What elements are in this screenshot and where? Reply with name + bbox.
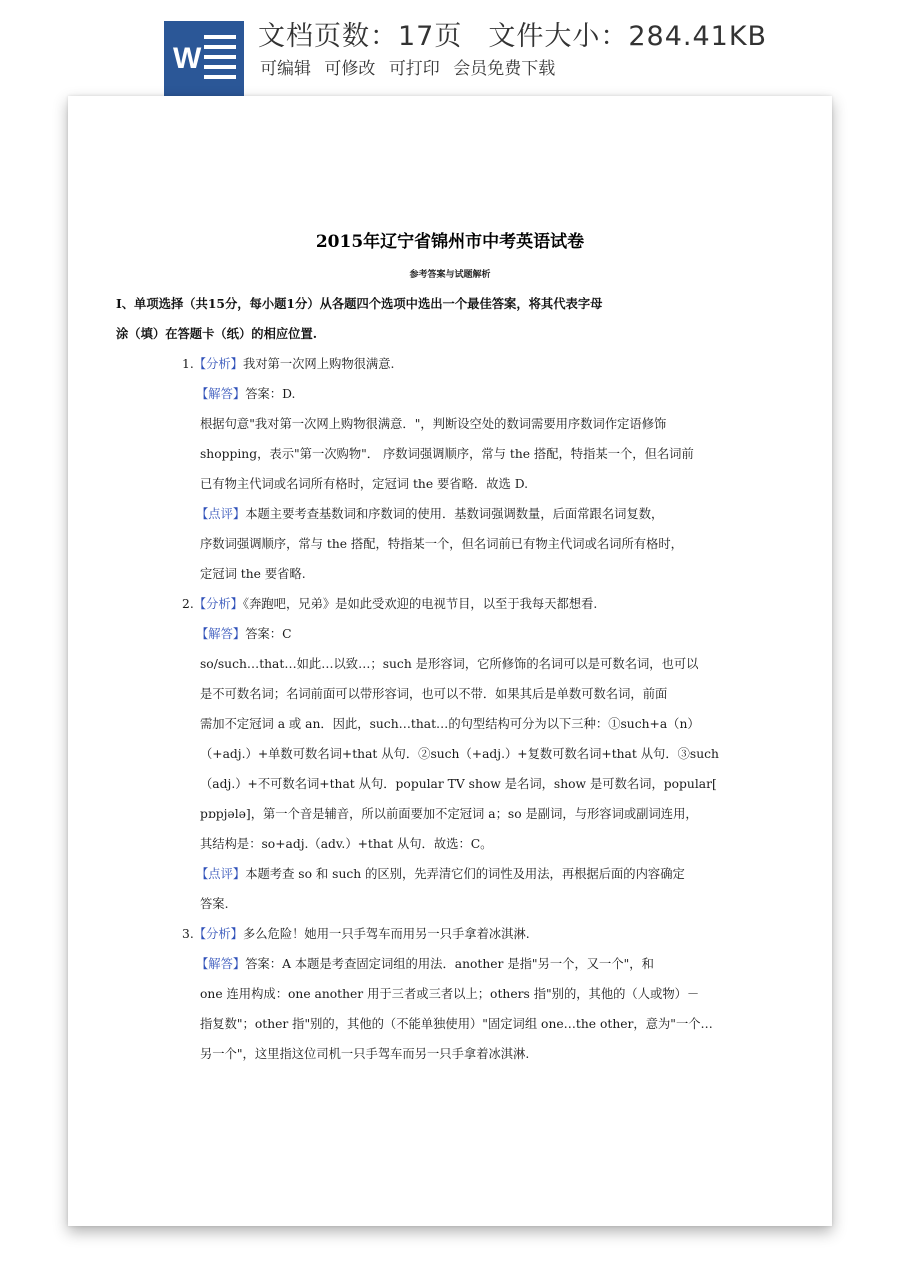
question-3-analysis — [182, 926, 530, 942]
feature-modifiable: 可修改 — [324, 59, 376, 79]
document-subtitle: 参考答案与试题解析 — [409, 270, 491, 280]
explanation-line: 是不可数名词；名词前面可以带形容词，也可以不带．如果其后是单数可数名词，前面 — [200, 687, 668, 701]
document-page — [68, 96, 832, 1226]
word-icon-letter: W — [173, 42, 202, 75]
question-1-answer — [196, 386, 295, 402]
comment-line: 答案. — [200, 897, 229, 911]
section-heading-line: 涂（填）在答题卡（纸）的相应位置. — [116, 326, 318, 341]
feature-list — [260, 54, 563, 79]
document-title: 2015年辽宁省锦州市中考英语试卷 — [315, 232, 585, 252]
question-number: 3. — [182, 927, 194, 941]
question-number: 1. — [182, 357, 194, 371]
feature-editable: 可编辑 — [260, 59, 311, 79]
comment-text: 本题考查 so 和 such 的区别，先弄清它们的词性及用法，再根据后面的内容确定 — [245, 867, 685, 881]
question-3-answer — [196, 956, 654, 972]
explanation-line: （+adj.）+单数可数名词+that 从句．②such（+adj.）+复数可数名词+that 从句．③such — [200, 747, 719, 761]
answer-tag: 【解答】 — [196, 957, 246, 971]
explanation-line: so/such…that…如此…以致…；such 是形容词，它所修饰的名词可以是可数名词，也可以 — [200, 657, 699, 671]
document-pages-graphic — [204, 35, 236, 83]
analysis-tag: 【分析】 — [193, 597, 243, 611]
answer-tag: 【解答】 — [196, 387, 246, 401]
download-banner — [0, 0, 900, 100]
question-2-answer — [196, 626, 292, 642]
file-size: 文件大小：284.41KB — [488, 21, 768, 52]
answer-text: 答案：D. — [245, 387, 296, 401]
question-number: 2. — [182, 597, 194, 611]
comment-tag: 【点评】 — [196, 867, 246, 881]
explanation-line: 根据句意"我对第一次网上购物很满意．"，判断设空处的数词需要用序数词作定语修饰 — [200, 417, 667, 431]
question-1-comment — [196, 506, 663, 522]
explanation-line: 另一个"，这里指这位司机一只手驾车而另一只手拿着冰淇淋. — [200, 1047, 530, 1061]
analysis-text: 《奔跑吧，兄弟》是如此受欢迎的电视节目，以至于我每天都想看. — [242, 597, 598, 611]
explanation-line: 已有物主代词或名词所有格时，定冠词 the 要省略．故选 D. — [200, 477, 529, 491]
feature-printable: 可打印 — [388, 59, 440, 79]
answer-text: 答案：C — [245, 627, 292, 641]
explanation-line: 指复数"；other 指"别的，其他的（不能单独使用）"固定词组 one…the other，意为"一个… — [200, 1017, 713, 1031]
analysis-tag: 【分析】 — [193, 927, 243, 941]
question-2-comment — [196, 866, 685, 882]
explanation-line: 需加不定冠词 a 或 an．因此，such…that…的句型结构可分为以下三种：①such+a（n） — [200, 717, 700, 731]
comment-line: 定冠词 the 要省略. — [200, 567, 306, 581]
explanation-line: pɒpjələ]，第一个音是辅音，所以前面要加不定冠词 a；so 是副词，与形容词或副词连用， — [200, 807, 698, 821]
page-count: 文档页数：17页 — [258, 21, 463, 52]
explanation-line: shopping，表示"第一次购物"． 序数词强调顺序，常与 the 搭配，特指某一个，但名词前 — [200, 447, 694, 461]
explanation-line: one 连用构成：one another 用于三者或三者以上；others 指"别的，其他的（人或物）－ — [200, 987, 700, 1001]
analysis-text: 我对第一次网上购物很满意. — [242, 357, 395, 371]
answer-text: 答案：A 本题是考查固定词组的用法．another 是指"另一个，又一个"，和 — [245, 957, 654, 971]
comment-tag: 【点评】 — [196, 507, 246, 521]
analysis-tag: 【分析】 — [193, 357, 243, 371]
comment-text: 本题主要考查基数词和序数词的使用．基数词强调数量，后面常跟名词复数， — [245, 507, 664, 521]
question-1-analysis — [182, 356, 394, 372]
explanation-line: 其结构是：so+adj.（adv.）+that 从句．故选：C。 — [200, 837, 493, 851]
analysis-text: 多么危险！她用一只手驾车而用另一只手拿着冰淇淋. — [242, 927, 530, 941]
answer-tag: 【解答】 — [196, 627, 246, 641]
comment-line: 序数词强调顺序，常与 the 搭配，特指某一个，但名词前已有物主代词或名词所有格时， — [200, 537, 683, 551]
word-document-icon — [164, 21, 244, 97]
feature-member-download: 会员免费下载 — [453, 59, 556, 79]
explanation-line: （adj.）+不可数名词+that 从句．popular TV show 是名词，show 是可数名词，popular[ — [200, 777, 717, 791]
section-heading-line: I、单项选择（共15分，每小题1分）从各题四个选项中选出一个最佳答案，将其代表字母 — [116, 296, 603, 311]
file-info — [258, 14, 767, 53]
question-2-analysis — [182, 596, 597, 612]
